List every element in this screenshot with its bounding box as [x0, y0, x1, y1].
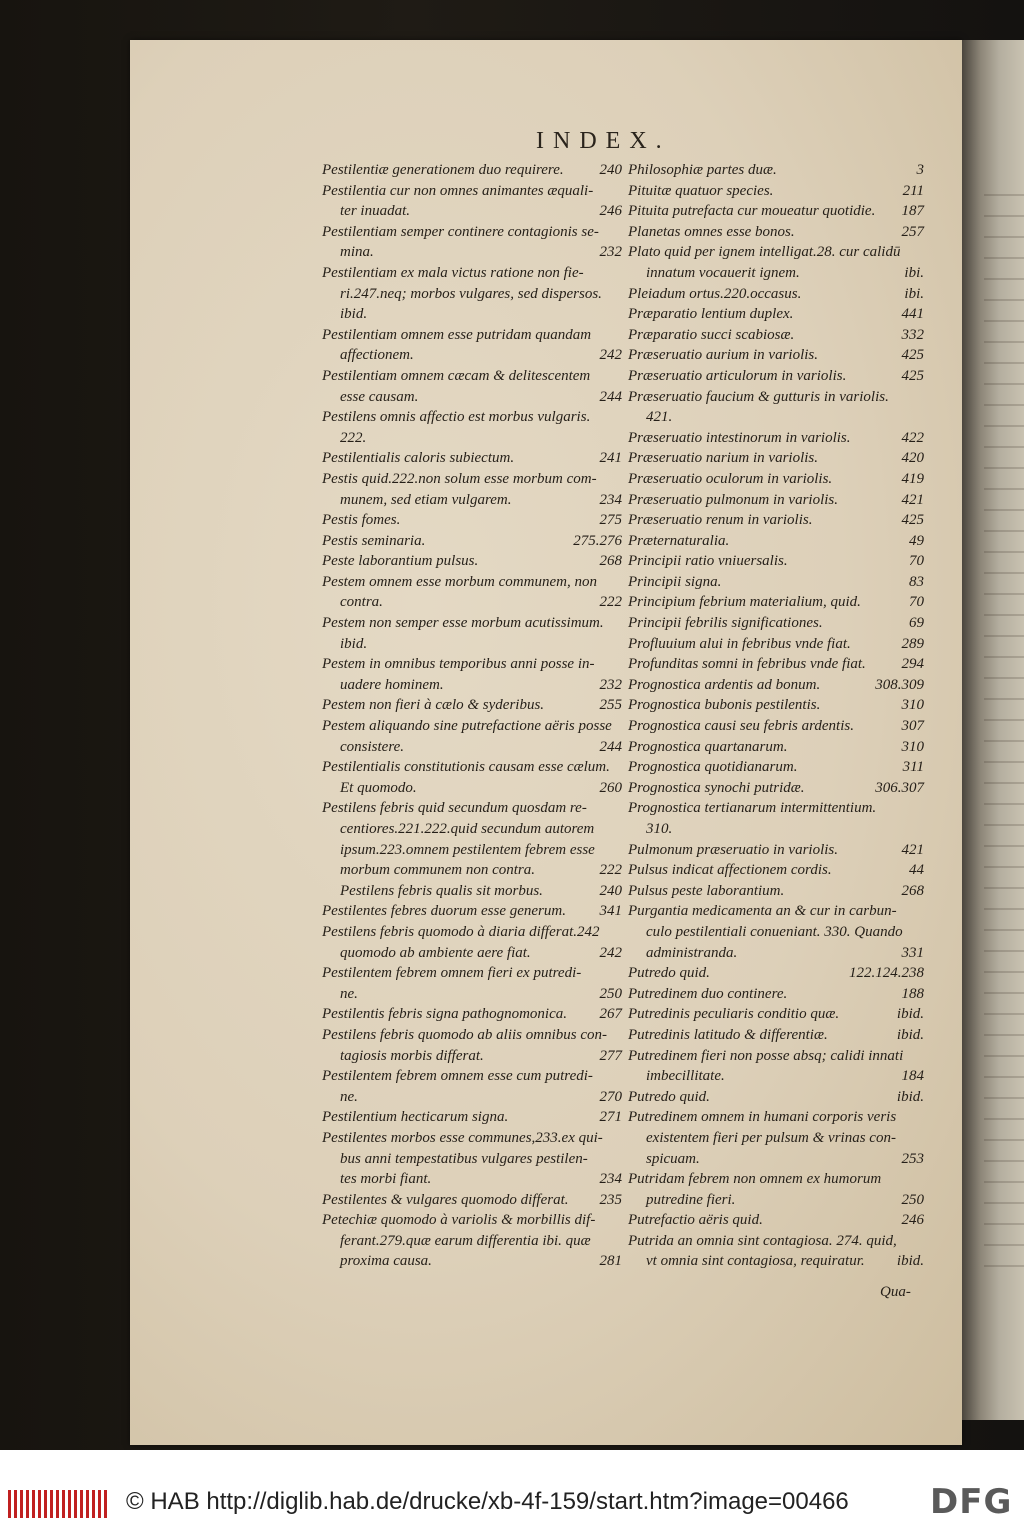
- index-entry-text: esse causam.: [340, 388, 419, 405]
- index-entry-page: 253: [901, 1150, 924, 1167]
- index-entry: [322, 469, 622, 490]
- index-entry-text: Putredinem omnem in humani corporis veris: [628, 1109, 897, 1126]
- index-entry: [322, 1190, 622, 1211]
- index-entry: [628, 840, 924, 861]
- index-entry-text: Putredinis peculiaris conditio quæ.: [628, 1006, 840, 1023]
- index-entry-text: bus anni tempestatibus vulgares pestilen-: [340, 1150, 588, 1167]
- index-entry-text: Pestem omnem esse morbum communem, non: [322, 573, 597, 590]
- index-entry-text: Pestilentiam omnem esse putridam quandam: [322, 326, 592, 343]
- index-entry-page: 268: [599, 553, 622, 570]
- index-entry-page: 250: [599, 985, 622, 1002]
- index-entry: [628, 737, 924, 758]
- index-entry-text: uadere hominem.: [340, 676, 444, 693]
- index-entry-text: Præseruatio pulmonum in variolis.: [628, 491, 839, 508]
- index-entry-page: 234: [599, 1171, 622, 1188]
- index-entry: [322, 325, 622, 346]
- index-entry-page: 232: [599, 244, 622, 261]
- index-entry: [322, 695, 622, 716]
- index-entry-text: Pestis seminaria.: [322, 532, 426, 549]
- index-entry-text: Pleiadum ortus.220.occasus.: [628, 285, 802, 302]
- index-entry-text: Principium febrium materialium, quid.: [628, 594, 861, 611]
- index-entry: [628, 819, 924, 840]
- index-entry: [322, 201, 622, 222]
- index-entry-text: Pestilens febris qualis sit morbus.: [340, 882, 543, 899]
- index-entry: [322, 798, 622, 819]
- index-entry-page: 421: [901, 491, 924, 508]
- index-entry-text: ferant.279.quæ earum differentia ibi. quæ: [340, 1232, 591, 1249]
- index-entry: [628, 201, 924, 222]
- index-entry-text: Pestem in omnibus temporibus anni posse in-: [322, 656, 595, 673]
- index-entry-page: 244: [599, 388, 622, 405]
- index-entry-text: contra.: [340, 594, 383, 611]
- index-entry-page: 260: [599, 779, 622, 796]
- index-entry-text: Profluuium alui in febribus vnde fiat.: [628, 635, 851, 652]
- index-entry: [628, 407, 924, 428]
- index-entry: [322, 613, 622, 634]
- index-entry: [322, 222, 622, 243]
- index-entry-text: Pestilens febris quid secundum quosdam re-: [322, 800, 587, 817]
- index-entry: [322, 551, 622, 572]
- index-entry: [322, 737, 622, 758]
- index-entry-text: Pestilentiæ generationem duo requirere.: [322, 162, 564, 178]
- index-entry: [322, 1169, 622, 1190]
- index-entry: [628, 469, 924, 490]
- index-entry-page: 419: [901, 470, 924, 487]
- index-entry: [628, 1004, 924, 1025]
- index-entry: [322, 840, 622, 861]
- index-entry-text: Præternaturalia.: [628, 532, 730, 549]
- index-entry: [628, 242, 924, 263]
- index-entry: [628, 613, 924, 634]
- index-entry-text: Prognostica bubonis pestilentis.: [628, 697, 821, 714]
- index-entry-text: 310.: [646, 821, 673, 837]
- index-entry-text: Præseruatio intestinorum in variolis.: [628, 429, 851, 446]
- index-entry-text: Pestilentiam omnem cæcam & delitescentem: [322, 367, 591, 384]
- index-entry-page: 222: [599, 594, 622, 611]
- index-entry-text: Putrefactio aëris quid.: [628, 1212, 763, 1229]
- index-entry-page: 235: [599, 1191, 622, 1208]
- index-entry: [322, 860, 622, 881]
- index-entry-page: ibi.: [904, 264, 924, 281]
- index-entry-page: 242: [599, 347, 622, 364]
- index-entry: [322, 1128, 622, 1149]
- index-entry-page: 234: [599, 491, 622, 508]
- index-entry-text: Pestilentem febrem omnem fieri ex putredi-: [322, 965, 582, 982]
- index-entry: [322, 284, 622, 305]
- index-entry-text: Pituitæ quatuor species.: [628, 182, 774, 199]
- index-entry: [628, 654, 924, 675]
- index-entry: [322, 901, 622, 922]
- index-entry-page: 187: [901, 203, 924, 220]
- index-entry: [322, 675, 622, 696]
- index-entry: [322, 428, 622, 449]
- index-entry: [322, 366, 622, 387]
- index-entry-page: 184: [901, 1068, 924, 1085]
- index-entry: [322, 1149, 622, 1170]
- index-entry-text: spicuam.: [646, 1150, 700, 1167]
- index-entry-text: Pestem non semper esse morbum acutissimum.: [322, 615, 604, 632]
- index-entry-text: Pestilens febris quomodo ab aliis omnibus con-: [322, 1026, 607, 1043]
- index-entry-page: 306.307: [875, 779, 924, 796]
- index-entry-text: Pestilentis febris signa pathognomonica.: [322, 1006, 567, 1023]
- index-entry: [322, 242, 622, 263]
- index-entry-page: 425: [901, 512, 924, 529]
- index-entry: [628, 1190, 924, 1211]
- index-entry: [628, 592, 924, 613]
- index-entry-page: 242: [599, 944, 622, 961]
- index-entry-page: 289: [901, 635, 924, 652]
- index-entry-text: Pestis fomes.: [322, 512, 401, 529]
- index-entry-text: 421.: [646, 409, 673, 426]
- index-entry-page: 311: [902, 759, 924, 776]
- index-entry: [322, 943, 622, 964]
- index-entry-text: Pestilentiam ex mala victus ratione non fie-: [322, 264, 584, 281]
- index-entry-text: Pulmonum præseruatio in variolis.: [628, 841, 839, 858]
- index-entry: [628, 1128, 924, 1149]
- index-entry-text: Præseruatio aurium in variolis.: [628, 347, 819, 364]
- index-entry: [628, 1149, 924, 1170]
- index-entry-page: 270: [599, 1088, 622, 1105]
- index-entry: [322, 181, 622, 202]
- index-entry-page: 188: [901, 985, 924, 1002]
- index-entry-text: Pulsus peste laborantium.: [628, 882, 785, 899]
- index-entry-text: Putrida an omnia sint contagiosa. 274. quid,: [628, 1232, 897, 1249]
- index-entry-text: Putredinis latitudo & differentiæ.: [628, 1026, 828, 1043]
- index-entry: [628, 1046, 924, 1067]
- index-entry-text: Prognostica tertianarum intermittentium.: [628, 800, 877, 817]
- index-entry: [322, 963, 622, 984]
- index-entry: [322, 510, 622, 531]
- index-entry-text: tes morbi fiant.: [340, 1171, 432, 1188]
- index-entry-page: 441: [901, 306, 924, 323]
- index-entry-text: Pestilentes morbos esse communes,233.ex qui-: [322, 1129, 603, 1146]
- index-entry-text: Peste laborantium pulsus.: [322, 553, 479, 570]
- index-entry: [322, 819, 622, 840]
- index-entry-page: 70: [909, 553, 924, 570]
- dfg-logo: DFG: [930, 1482, 1013, 1522]
- index-entry: [628, 778, 924, 799]
- index-entry-page: 275: [599, 512, 622, 529]
- index-entry: [628, 922, 924, 943]
- index-entry-text: Putredinem fieri non posse absq; calidi innati: [628, 1047, 904, 1064]
- index-entry: [628, 716, 924, 737]
- index-entry-page: 425: [901, 367, 924, 384]
- index-entry: [628, 1025, 924, 1046]
- index-entry-text: Putredinem duo continere.: [628, 985, 788, 1002]
- index-entry: [628, 345, 924, 366]
- index-entry-page: 275.276: [573, 532, 622, 549]
- index-entry: [322, 345, 622, 366]
- index-entry: [628, 572, 924, 593]
- index-entry-text: ibid.: [340, 635, 368, 652]
- index-entry-page: 255: [599, 697, 622, 714]
- index-entry: [628, 160, 924, 181]
- index-entry-text: Principii febrilis significationes.: [628, 615, 823, 632]
- index-entry: [628, 304, 924, 325]
- index-entry-text: ne.: [340, 1088, 358, 1105]
- index-entry: [322, 572, 622, 593]
- index-entry-text: imbecillitate.: [646, 1068, 725, 1085]
- index-entry-page: 222: [599, 862, 622, 879]
- index-entry-page: 271: [599, 1109, 622, 1126]
- index-entry: [322, 531, 622, 552]
- index-entry-page: 310: [901, 738, 924, 755]
- index-entry: [322, 778, 622, 799]
- index-entry: [628, 1169, 924, 1190]
- index-entry: [628, 366, 924, 387]
- index-entry-text: Pestilentes & vulgares quomodo differat.: [322, 1191, 569, 1208]
- index-entry-text: Præseruatio narium in variolis.: [628, 450, 819, 467]
- index-entry-text: consistere.: [340, 738, 405, 755]
- footer-source-url[interactable]: © HAB http://diglib.hab.de/drucke/xb-4f-159/start.htm?image=00466: [126, 1488, 849, 1515]
- index-entry-text: Pestilentialis constitutionis causam esse cælum.: [322, 759, 610, 776]
- index-entry-page: ibi.: [904, 285, 924, 302]
- index-entry: [322, 387, 622, 408]
- index-entry: [628, 490, 924, 511]
- index-entry-text: Putredo quid.: [628, 1088, 710, 1105]
- index-entry-text: Prognostica synochi putridæ.: [628, 779, 805, 796]
- index-entry-text: affectionem.: [340, 347, 414, 364]
- index-entry-text: mina.: [340, 244, 374, 261]
- index-entry-page: 277: [599, 1047, 622, 1064]
- index-entry-page: ibid.: [896, 1026, 924, 1043]
- index-entry: [322, 1251, 622, 1272]
- index-entry-text: Pulsus indicat affectionem cordis.: [628, 862, 832, 879]
- index-entry-page: 307: [901, 718, 924, 735]
- index-entry: [628, 757, 924, 778]
- index-entry: [322, 881, 622, 902]
- index-entry-text: Pestilens omnis affectio est morbus vulgaris.: [322, 409, 591, 426]
- index-entry-page: 44: [909, 862, 924, 879]
- index-entry-text: Purgantia medicamenta an & cur in carbun-: [628, 903, 897, 920]
- index-entry: [322, 263, 622, 284]
- index-entry-page: 331: [901, 944, 924, 961]
- index-entry-text: Planetas omnes esse bonos.: [628, 223, 795, 240]
- index-entry-text: Præseruatio faucium & gutturis in variolis.: [628, 388, 889, 405]
- index-entry-text: Principii signa.: [628, 573, 722, 590]
- index-entry-text: ter inuadat.: [340, 203, 410, 220]
- index-entry: [628, 325, 924, 346]
- index-entry-text: Præparatio succi scabiosæ.: [628, 326, 795, 343]
- index-entry: [322, 1210, 622, 1231]
- index-entry: [628, 510, 924, 531]
- index-entry: [628, 531, 924, 552]
- index-entry-text: Pestilentia cur non omnes animantes æquali-: [322, 182, 594, 199]
- index-entry-page: 70: [909, 594, 924, 611]
- index-entry-page: 240: [599, 162, 622, 178]
- index-entry-text: Pituita putrefacta cur moueatur quotidie.: [628, 203, 876, 220]
- index-entry-text: Prognostica causi seu febris ardentis.: [628, 718, 854, 735]
- index-entry-text: Putredo quid.: [628, 965, 710, 982]
- index-entry-text: administranda.: [646, 944, 738, 961]
- index-entry: [628, 1087, 924, 1108]
- index-entry: [628, 901, 924, 922]
- index-entry: [628, 551, 924, 572]
- index-entry: [628, 634, 924, 655]
- index-entry-page: 268: [901, 882, 924, 899]
- index-entry-text: Pestem aliquando sine putrefactione aëris posse: [322, 718, 612, 735]
- index-entry-text: Pestilens febris quomodo à diaria differat.242: [322, 923, 600, 940]
- index-entry-text: Prognostica ardentis ad bonum.: [628, 676, 821, 693]
- index-entry-page: 332: [901, 326, 924, 343]
- index-entry-text: Philosophiæ partes duæ.: [628, 162, 777, 178]
- index-entry-text: Præseruatio oculorum in variolis.: [628, 470, 833, 487]
- index-entry-text: Præseruatio renum in variolis.: [628, 512, 813, 529]
- index-entry-text: putredine fieri.: [646, 1191, 736, 1208]
- index-entry-text: Pestilentium hecticarum signa.: [322, 1109, 509, 1126]
- index-column-right: [628, 160, 924, 1272]
- index-entry-page: 308.309: [875, 676, 924, 693]
- index-entry: [322, 716, 622, 737]
- index-entry-text: munem, sed etiam vulgarem.: [340, 491, 512, 508]
- index-entry-page: 69: [909, 615, 924, 632]
- index-entry: [628, 943, 924, 964]
- index-entry-page: 420: [901, 450, 924, 467]
- index-entry-text: ri.247.neq; morbos vulgares, sed dispersos.: [340, 285, 602, 302]
- index-entry: [322, 448, 622, 469]
- index-entry-text: centiores.221.222.quid secundum autorem: [340, 821, 595, 837]
- index-entry: [322, 1025, 622, 1046]
- index-entry-text: innatum vocauerit ignem.: [646, 264, 800, 281]
- index-entry-page: 425: [901, 347, 924, 364]
- index-entry-page: 246: [599, 203, 622, 220]
- index-entry-text: Pestilentiam semper continere contagionis se-: [322, 223, 599, 240]
- index-entry: [322, 1004, 622, 1025]
- index-entry-text: quomodo ab ambiente aere fiat.: [340, 944, 531, 961]
- index-entry-page: 250: [901, 1191, 924, 1208]
- index-entry-text: Præseruatio articulorum in variolis.: [628, 367, 847, 384]
- index-entry-text: 222.: [340, 429, 367, 446]
- index-entry: [628, 448, 924, 469]
- index-entry-text: Et quomodo.: [340, 779, 417, 796]
- index-entry: [322, 160, 622, 181]
- bleed-through-text: [984, 180, 1024, 1280]
- index-entry-page: ibid.: [896, 1006, 924, 1023]
- index-entry-page: 241: [599, 450, 622, 467]
- index-entry-text: ne.: [340, 985, 358, 1002]
- index-entry: [322, 407, 622, 428]
- index-entry-text: tagiosis morbis differat.: [340, 1047, 484, 1064]
- index-entry: [628, 284, 924, 305]
- index-entry: [322, 1087, 622, 1108]
- index-entry: [628, 263, 924, 284]
- index-entry: [628, 984, 924, 1005]
- index-entry-text: ipsum.223.omnem pestilentem febrem esse: [340, 841, 595, 858]
- index-entry: [628, 963, 924, 984]
- index-entry-text: Pestilentem febrem omnem esse cum putredi-: [322, 1068, 593, 1085]
- index-entry-page: 83: [909, 573, 924, 590]
- index-entry-text: Pestis quid.222.non solum esse morbum com-: [322, 470, 597, 487]
- index-entry-page: 244: [599, 738, 622, 755]
- index-entry-text: existentem fieri per pulsum & vrinas con-: [646, 1129, 896, 1146]
- index-entry: [628, 222, 924, 243]
- index-entry-text: Pestilentialis caloris subiectum.: [322, 450, 515, 467]
- index-entry-page: 341: [599, 903, 622, 920]
- index-entry-page: 281: [599, 1253, 622, 1270]
- index-entry: [628, 1066, 924, 1087]
- index-entry-page: 257: [901, 223, 924, 240]
- index-entry-text: culo pestilentiali conueniant. 330. Quando: [646, 923, 903, 940]
- index-entry: [628, 1231, 924, 1252]
- index-entry: [628, 675, 924, 696]
- index-entry-text: Prognostica quartanarum.: [628, 738, 788, 755]
- index-entry: [322, 1107, 622, 1128]
- index-entry-text: Pestem non fieri à cælo & syderibus.: [322, 697, 545, 714]
- index-entry-text: Profunditas somni in febribus vnde fiat.: [628, 656, 866, 673]
- index-entry-page: ibid.: [896, 1253, 924, 1270]
- running-head: INDEX.: [536, 128, 671, 154]
- index-entry: [628, 695, 924, 716]
- index-column-left: [322, 160, 622, 1272]
- index-entry-text: Pestilentes febres duorum esse generum.: [322, 903, 566, 920]
- index-entry: [322, 757, 622, 778]
- index-entry-text: Petechiæ quomodo à variolis & morbillis dif-: [322, 1212, 596, 1229]
- index-entry: [628, 1107, 924, 1128]
- index-entry: [322, 1046, 622, 1067]
- index-entry: [628, 1210, 924, 1231]
- index-entry-text: Præparatio lentium duplex.: [628, 306, 794, 323]
- index-entry: [628, 881, 924, 902]
- index-entry-page: 240: [599, 882, 622, 899]
- index-entry-page: 310: [901, 697, 924, 714]
- index-entry-page: 211: [902, 182, 924, 199]
- index-entry: [322, 1231, 622, 1252]
- index-entry: [322, 490, 622, 511]
- index-entry: [628, 798, 924, 819]
- index-entry-page: 232: [599, 676, 622, 693]
- index-entry: [322, 304, 622, 325]
- index-entry-page: 122.124.238: [849, 965, 924, 982]
- index-entry-page: 294: [901, 656, 924, 673]
- index-entry: [322, 634, 622, 655]
- index-entry-page: 49: [909, 532, 924, 549]
- index-entry-text: morbum communem non contra.: [340, 862, 535, 879]
- index-entry-text: vt omnia sint contagiosa, requiratur.: [646, 1253, 865, 1270]
- index-entry: [322, 654, 622, 675]
- index-entry-page: 422: [901, 429, 924, 446]
- barcode-icon: [8, 1490, 108, 1518]
- index-entry: [628, 181, 924, 202]
- index-entry-text: Prognostica quotidianarum.: [628, 759, 798, 776]
- index-entry-page: 421: [901, 841, 924, 858]
- index-entry: [628, 387, 924, 408]
- index-entry-text: proxima causa.: [340, 1253, 432, 1270]
- index-entry: [322, 592, 622, 613]
- index-entry-text: ibid.: [340, 306, 368, 323]
- index-entry: [322, 984, 622, 1005]
- index-entry-text: Putridam febrem non omnem ex humorum: [628, 1171, 882, 1188]
- index-entry: [628, 1251, 924, 1272]
- index-entry-text: Principii ratio vniuersalis.: [628, 553, 788, 570]
- index-entry-page: 246: [901, 1212, 924, 1229]
- index-entry: [322, 1066, 622, 1087]
- index-entry-page: ibid.: [896, 1088, 924, 1105]
- index-entry-page: 3: [916, 162, 924, 178]
- index-entry-page: 267: [599, 1006, 622, 1023]
- index-entry: [628, 860, 924, 881]
- index-entry: [322, 922, 622, 943]
- index-entry-text: Plato quid per ignem intelligat.28. cur calidū: [628, 244, 901, 261]
- index-entry: [628, 428, 924, 449]
- catchword: Qua-: [880, 1284, 911, 1300]
